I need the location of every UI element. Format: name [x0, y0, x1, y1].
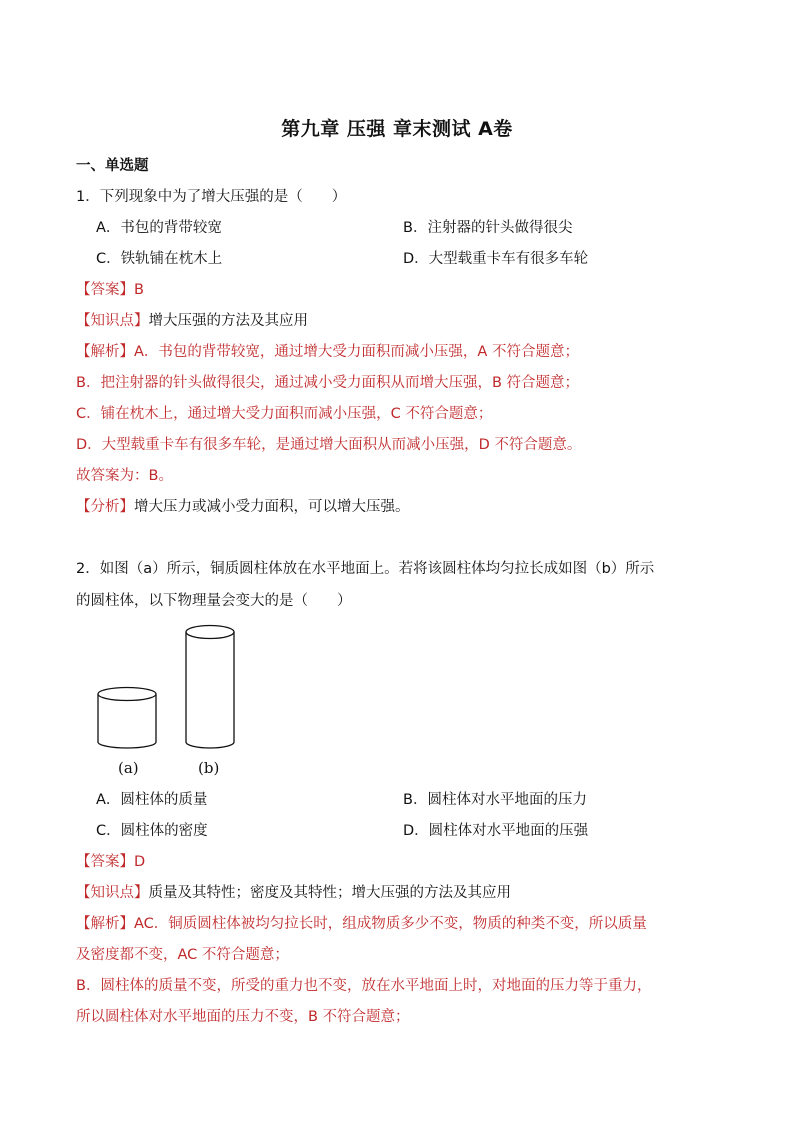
q1-analysis-tag: 【解析】: [76, 344, 134, 360]
q2-option-d: D．圆柱体对水平地面的压强: [403, 823, 589, 839]
q2-analysis-1: AC．铜质圆柱体被均匀拉长时，组成物质多少不变，物质的种类不变，所以质量: [134, 916, 647, 932]
cylinder-a-body: [98, 694, 156, 748]
q1-analysis-line-1: [76, 342, 579, 362]
q2-analysis-3: B．圆柱体的质量不变，所受的重力也不变，放在水平地面上时，对地面的压力等于重力，: [76, 978, 652, 994]
q2-stem-line-1: 2．如图（a）所示，铜质圆柱体放在水平地面上。若将该圆柱体均匀拉长成如图（b）所示: [76, 561, 655, 577]
q1-analysis-b: B．把注射器的针头做得很尖，通过减小受力面积从而增大压强，B 符合题意；: [76, 375, 580, 391]
q1-answer-line: [76, 280, 144, 300]
q1-remark-line: [76, 497, 410, 517]
q1-stem: 1．下列现象中为了增大压强的是（ ）: [76, 189, 347, 205]
q2-knowledge: 质量及其特性；密度及其特性；增大压强的方法及其应用: [148, 885, 511, 901]
q1-remark: 增大压力或减小受力面积，可以增大压强。: [134, 499, 410, 515]
q2-option-a: A．圆柱体的质量: [96, 792, 208, 808]
q2-cylinder-figure: [90, 620, 250, 780]
q2-option-b: B．圆柱体对水平地面的压力: [403, 792, 587, 808]
q1-conclusion: 故答案为：B。: [76, 468, 173, 484]
q1-analysis-d: D．大型载重卡车有很多车轮，是通过增大面积从而减小压强，D 不符合题意。: [76, 437, 582, 453]
q2-stem-line-2: 的圆柱体，以下物理量会变大的是（ ）: [76, 593, 352, 609]
q1-analysis-c: C．铺在枕木上，通过增大受力面积而减小压强，C 不符合题意；: [76, 406, 493, 422]
q2-answer-tag: 【答案】: [76, 854, 134, 870]
document-title: 第九章 压强 章末测试 A卷: [281, 118, 513, 140]
cylinder-b-top: [186, 626, 234, 639]
q1-option-d: D．大型载重卡车有很多车轮: [403, 251, 589, 267]
q2-analysis-2: 及密度都不变，AC 不符合题意；: [76, 947, 289, 963]
q2-knowledge-line: [76, 883, 511, 903]
q2-answer: D: [134, 854, 146, 870]
q1-remark-tag: 【分析】: [76, 499, 134, 515]
q1-analysis-a: A．书包的背带较宽，通过增大受力面积而减小压强，A 不符合题意；: [134, 344, 579, 360]
cylinder-a-top: [98, 688, 156, 701]
section-heading: 一、单选题: [76, 158, 149, 174]
q1-option-a: A．书包的背带较宽: [96, 220, 222, 236]
q2-knowledge-tag: 【知识点】: [76, 885, 149, 901]
q2-analysis-line-1: [76, 914, 647, 934]
q1-knowledge-line: [76, 311, 308, 331]
q1-option-b: B．注射器的针头做得很尖: [403, 220, 573, 236]
q1-option-c: C．铁轨铺在枕木上: [96, 251, 223, 267]
figure-label-a: (a): [118, 759, 139, 777]
cylinder-diagram: [90, 620, 250, 780]
q2-answer-line: [76, 852, 145, 872]
cylinder-b-body: [186, 632, 234, 748]
q2-option-c: C．圆柱体的密度: [96, 823, 208, 839]
q2-analysis-4: 所以圆柱体对水平地面的压力不变，B 不符合题意；: [76, 1009, 410, 1025]
q1-answer: B: [134, 282, 144, 298]
q2-analysis-tag: 【解析】: [76, 916, 134, 932]
q1-knowledge-tag: 【知识点】: [76, 313, 149, 329]
q1-knowledge: 增大压强的方法及其应用: [148, 313, 308, 329]
q1-answer-tag: 【答案】: [76, 282, 134, 298]
figure-label-b: (b): [198, 759, 220, 777]
